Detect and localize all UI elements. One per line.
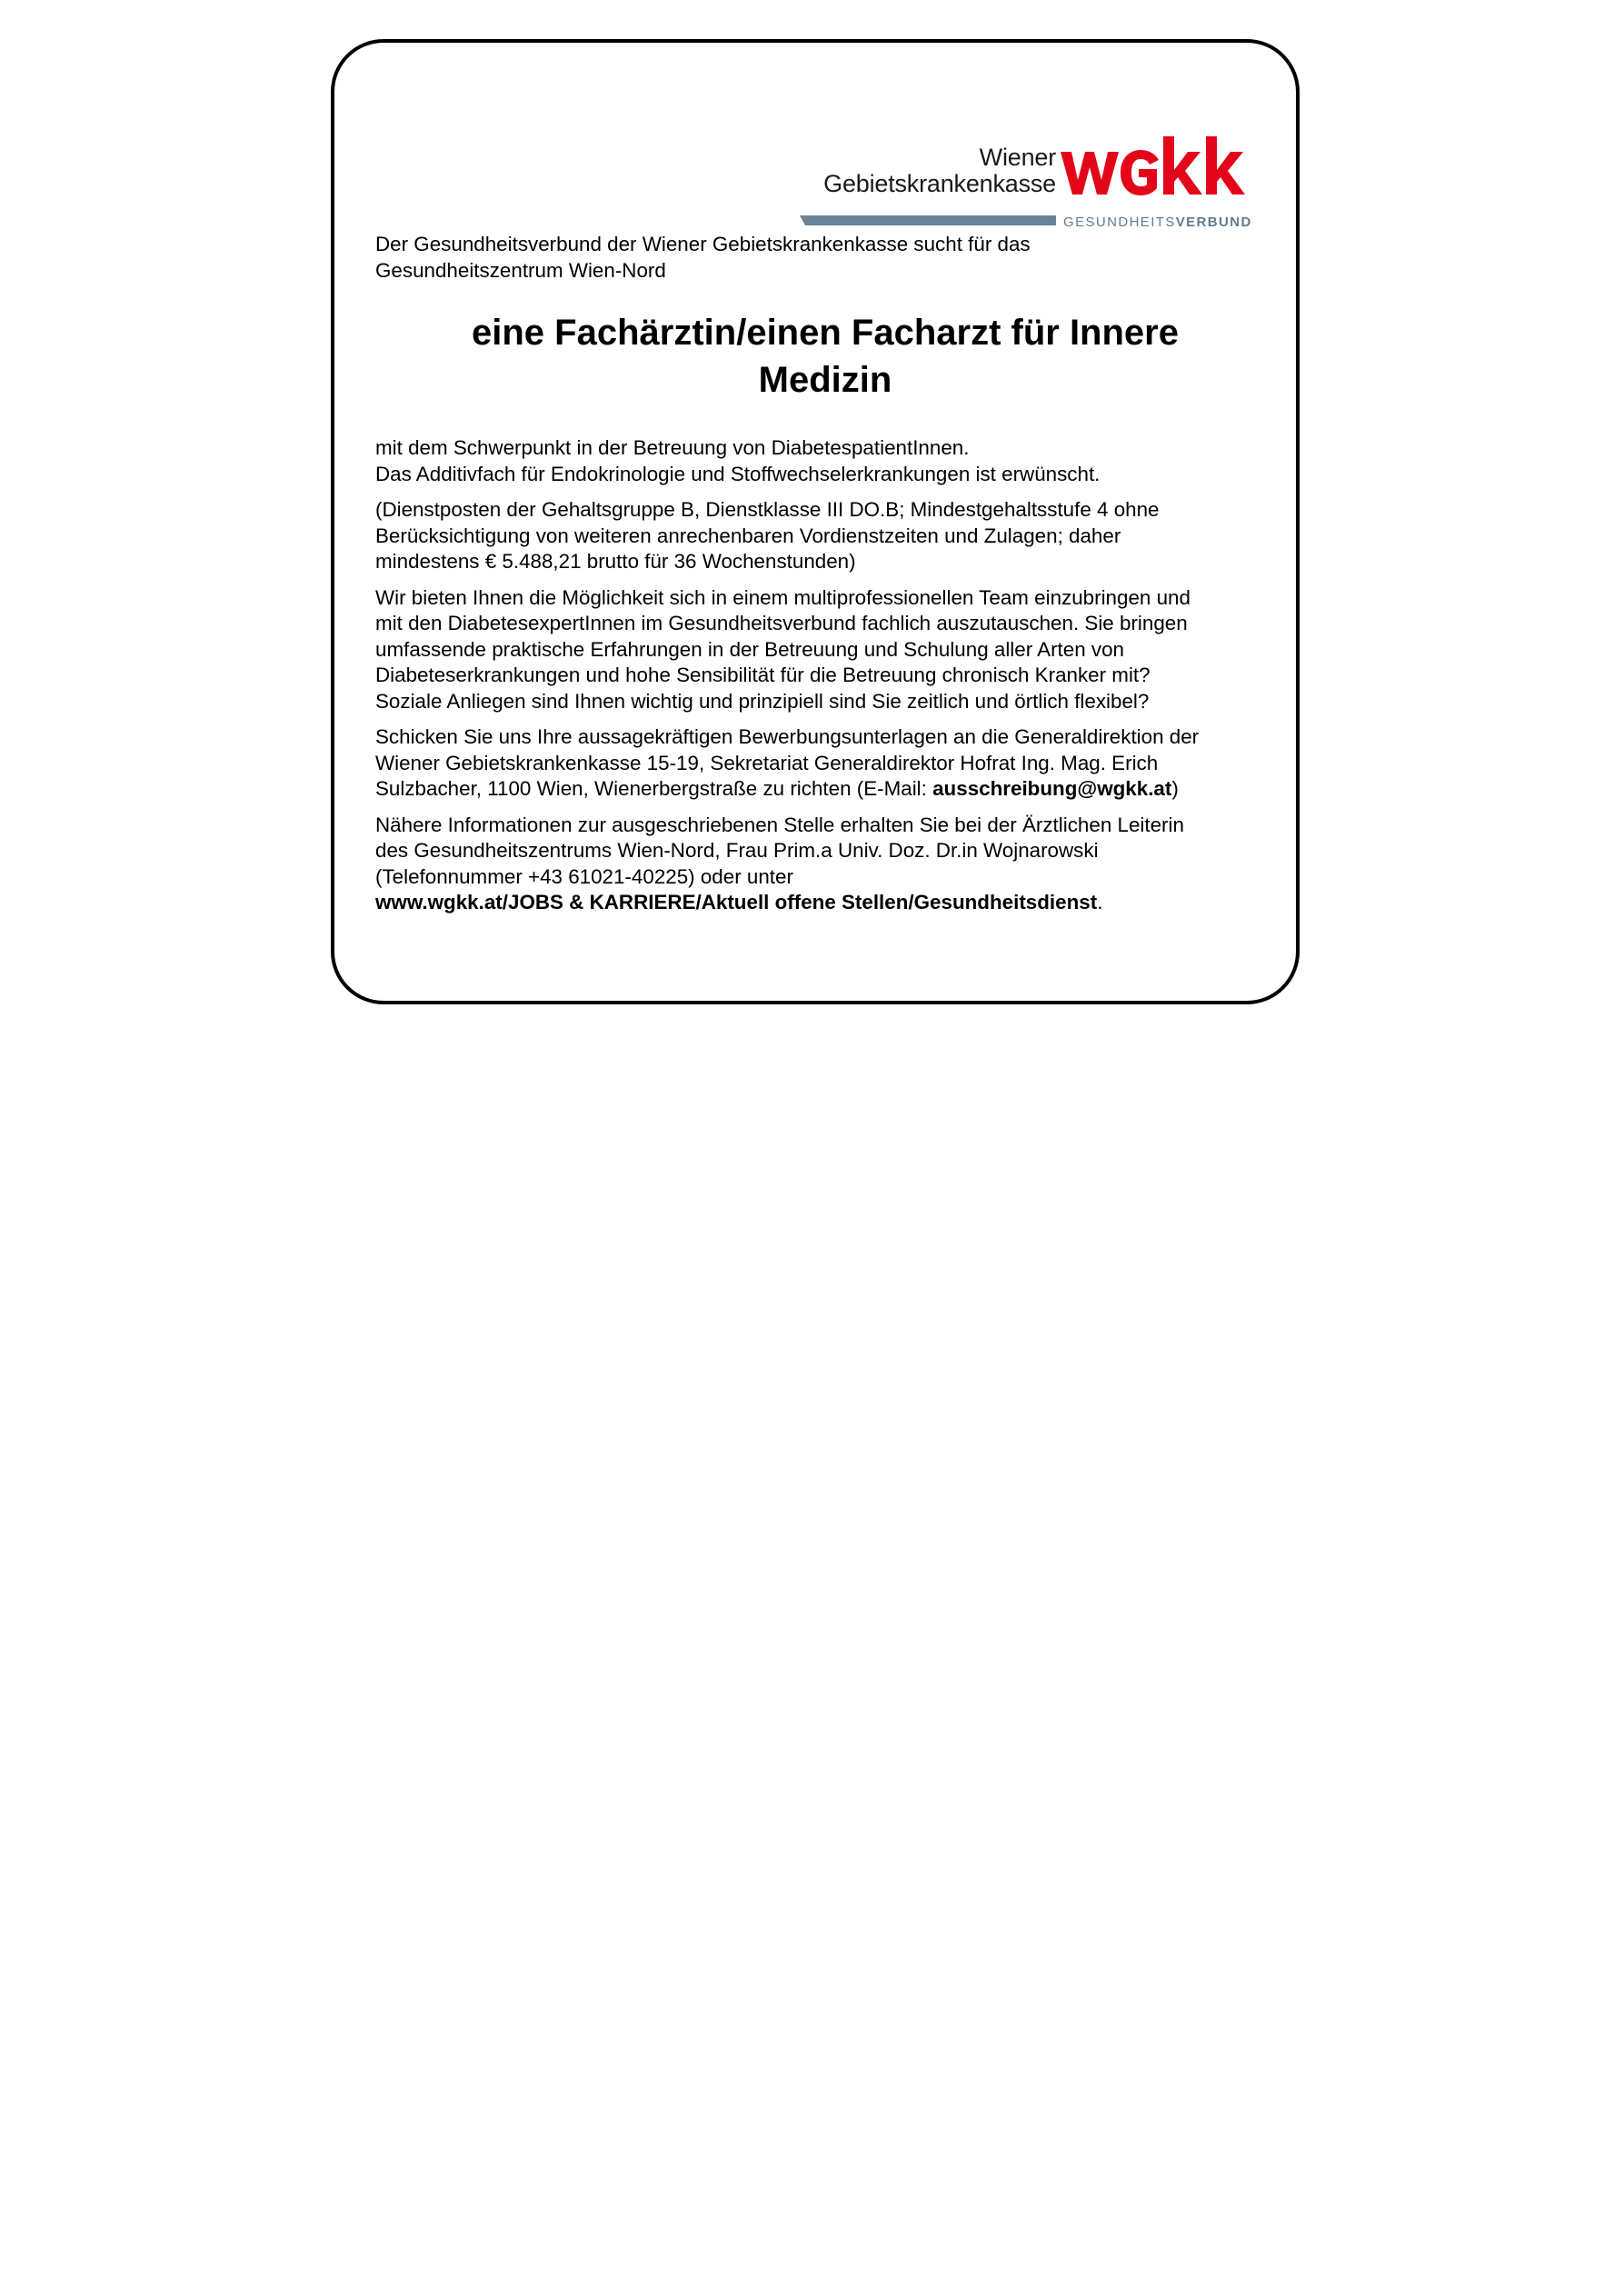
salary-paragraph <box>375 497 1275 575</box>
intro-paragraph <box>375 232 1275 284</box>
job-title-line-1: eine Fachärztin/einen Facharzt für Innere <box>472 313 1179 353</box>
info-line-2: des Gesundheitszentrums Wien-Nord, Frau Prim.a Univ. Doz. Dr.in Wojnarowski <box>375 839 1099 862</box>
offer-line-3: umfassende praktische Erfahrungen in der Betreuung und Schulung aller Arten von <box>375 637 1125 661</box>
jobs-url-suffix: . <box>1097 891 1103 913</box>
focus-paragraph <box>375 435 1275 487</box>
wgkk-logo <box>800 99 1272 235</box>
job-title-line-2: Medizin <box>758 360 892 400</box>
offer-line-1: Wir bieten Ihnen die Möglichkeit sich in einem multiprofessionellen Team einzubringen und <box>375 585 1191 609</box>
salary-line-2: Berücksichtigung von weiteren anrechenbaren Vordienstzeiten und Zulagen; daher <box>375 524 1121 547</box>
application-email: ausschreibung@wgkk.at <box>932 777 1172 800</box>
logo-wordmark <box>823 145 1056 197</box>
apply-line-3-suffix: ) <box>1171 777 1179 800</box>
salary-line-3: mindestens € 5.488,21 brutto für 36 Wochenstunden) <box>375 550 856 573</box>
job-ad-frame <box>331 39 1300 1004</box>
logo-line-gebietskrankenkasse: Gebietskrankenkasse <box>823 170 1056 197</box>
focus-line-1: mit dem Schwerpunkt in der Betreuung von DiabetespatientInnen. <box>375 436 970 459</box>
apply-line-2: Wiener Gebietskrankenkasse 15-19, Sekretariat Generaldirektor Hofrat Ing. Mag. Erich <box>375 751 1159 774</box>
ad-content <box>375 232 1275 926</box>
offer-line-4: Diabeteserkrankungen und hohe Sensibilität für die Betreuung chronisch Kranker mit? <box>375 664 1151 686</box>
info-paragraph <box>375 813 1275 916</box>
intro-line-2: Gesundheitszentrum Wien-Nord <box>375 258 666 282</box>
jobs-url: www.wgkk.at/JOBS & KARRIERE/Aktuell offene Stellen/Gesundheitsdienst <box>375 891 1098 913</box>
apply-line-1: Schicken Sie uns Ihre aussagekräftigen Bewerbungsunterlagen an die Generaldirektion der <box>375 725 1200 748</box>
intro-line-1: Der Gesundheitsverbund der Wiener Gebietskrankenkasse sucht für das <box>375 233 1031 255</box>
job-title <box>375 309 1275 404</box>
offer-line-5: Soziale Anliegen sind Ihnen wichtig und prinzipiell sind Sie zeitlich und örtlich flexibel? <box>375 689 1150 713</box>
focus-line-2: Das Additivfach für Endokrinologie und Stoffwechselerkrankungen ist erwünscht. <box>375 462 1101 485</box>
logo-sub-gesundheits: GESUNDHEITS <box>1063 215 1176 230</box>
info-line-3: (Telefonnummer +43 61021-40225) oder unter <box>375 864 793 888</box>
logo-gesundheitsverbund <box>1063 215 1252 229</box>
wgkk-logo-mark <box>1061 136 1270 205</box>
apply-paragraph <box>375 724 1275 803</box>
logo-sub-verbund: VERBUND <box>1175 215 1252 230</box>
offer-paragraph <box>375 585 1275 715</box>
logo-underline-bar <box>800 215 1056 225</box>
logo-line-wiener: Wiener <box>979 144 1056 171</box>
salary-line-1: (Dienstposten der Gehaltsgruppe B, Dienstklasse III DO.B; Mindestgehaltsstufe 4 ohne <box>375 498 1160 521</box>
offer-line-2: mit den DiabetesexpertInnen im Gesundheitsverbund fachlich auszutauschen. Sie bringen <box>375 612 1188 634</box>
info-line-1: Nähere Informationen zur ausgeschriebenen Stelle erhalten Sie bei der Ärztlichen Leiterin <box>375 813 1184 836</box>
apply-line-3-prefix: Sulzbacher, 1100 Wien, Wienerbergstraße zu richten (E-Mail: <box>375 777 933 800</box>
